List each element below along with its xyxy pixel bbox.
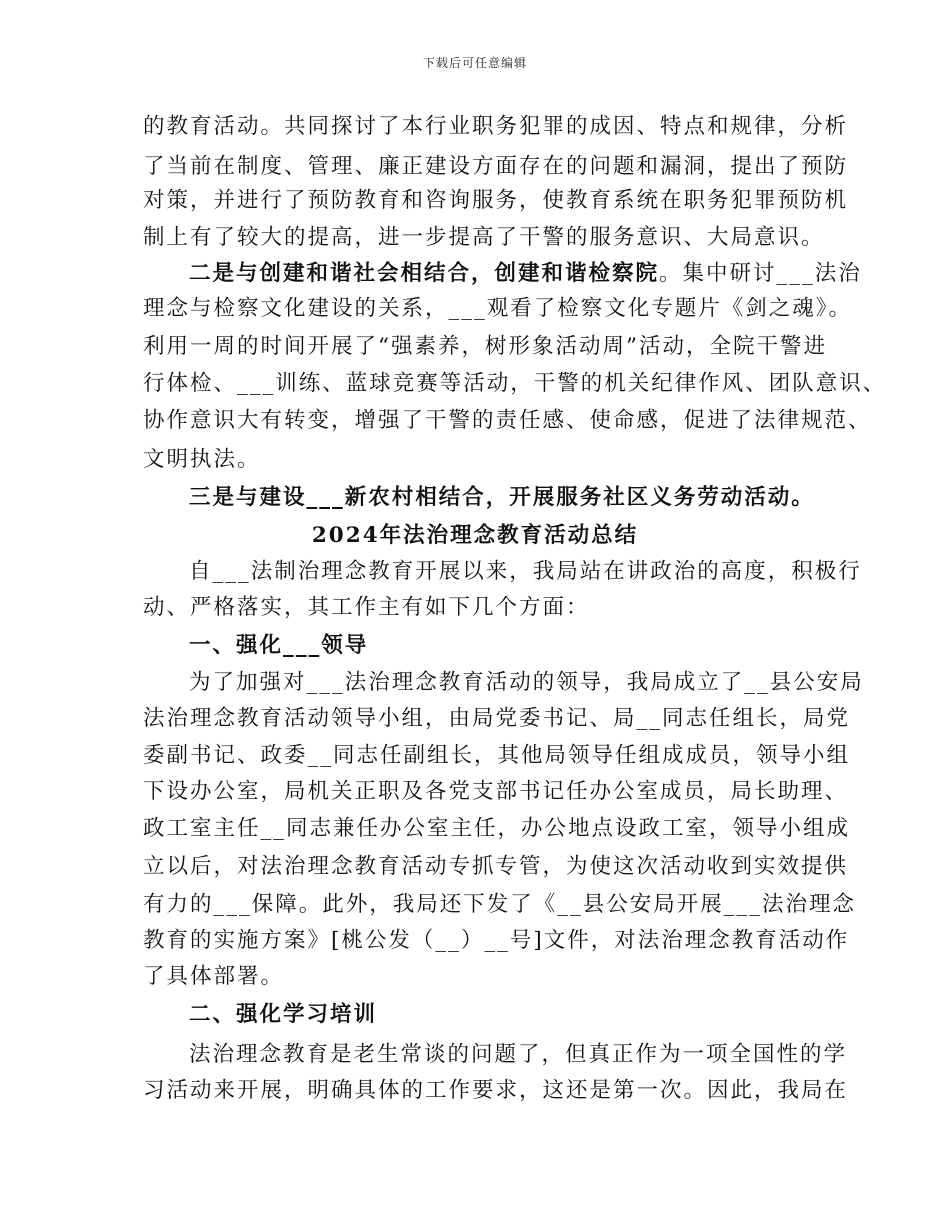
bold-lead: 二是与创建和谐社会相结合，创建和谐检察院 bbox=[189, 261, 660, 286]
paragraph-line: 协作意识大有转变，增强了干警的责任感、使命感，促进了法律规范、 bbox=[143, 408, 872, 433]
page-header: 下载后可任意编辑 bbox=[422, 56, 527, 70]
paragraph-line: 教育的实施方案》[桃公发（__）__号]文件，对法治理念教育活动作 bbox=[143, 928, 850, 953]
paragraph-line: 行体检、___训练、蓝球竞赛等活动，干警的机关纪律作风、团队意识、 bbox=[143, 371, 887, 396]
paragraph-line: 为了加强对___法治理念教育活动的领导，我局成立了__县公安局 bbox=[189, 670, 864, 695]
bold-paragraph: 三是与建设___新农村相结合，开展服务社区义务劳动活动。 bbox=[189, 485, 815, 510]
paragraph-line: 习活动来开展，明确具体的工作要求，这还是第一次。因此，我局在 bbox=[143, 1078, 849, 1103]
section-heading: 一、强化___领导 bbox=[189, 633, 369, 658]
paragraph-line: 了当前在制度、管理、廉正建设方面存在的问题和漏洞，提出了预防 bbox=[143, 154, 849, 179]
paragraph-line: 法治理念教育活动领导小组，由局党委书记、局__同志任组长，局党 bbox=[143, 706, 851, 731]
paragraph-line: 立以后，对法治理念教育活动专抓专管，为使这次活动收到实效提供 bbox=[143, 854, 849, 879]
paragraph-line: 的教育活动。共同探讨了本行业职务犯罪的成因、特点和规律，分析 bbox=[143, 114, 849, 139]
paragraph-text: 。集中研讨___法治 bbox=[659, 261, 862, 286]
paragraph-line: 制上有了较大的提高，进一步提高了干警的服务意识、大局意识。 bbox=[143, 225, 825, 250]
paragraph-line: 自___法制治理念教育开展以来，我局站在讲政治的高度，积极行 bbox=[189, 559, 862, 584]
paragraph-line bbox=[189, 259, 889, 289]
paragraph-line: 法治理念教育是老生常谈的问题了，但真正作为一项全国性的学 bbox=[189, 1042, 848, 1067]
paragraph-line: 政工室主任__同志兼任办公室主任，办公地点设政工室，领导小组成 bbox=[143, 816, 851, 841]
paragraph-line: 对策，并进行了预防教育和咨询服务，使教育系统在职务犯罪预防机 bbox=[143, 188, 849, 213]
paragraph-line: 文明执法。 bbox=[143, 447, 261, 472]
paragraph-line: 理念与检察文化建设的关系，___观看了检察文化专题片《剑之魂》。 bbox=[143, 296, 853, 321]
paragraph-line: 了具体部署。 bbox=[143, 964, 285, 989]
section-heading: 二、强化学习培训 bbox=[189, 1002, 378, 1027]
paragraph-line: 利用一周的时间开展了“强素养，树形象活动周”活动，全院干警进 bbox=[143, 334, 827, 359]
paragraph-line: 动、严格落实，其工作主有如下几个方面： bbox=[143, 595, 590, 620]
paragraph-line: 委副书记、政委__同志任副组长，其他局领导任组成成员，领导小组 bbox=[143, 743, 851, 768]
paragraph-line: 下设办公室，局机关正职及各党支部书记任办公室成员，局长助理、 bbox=[143, 779, 849, 804]
document-title: 2024年法治理念教育活动总结 bbox=[311, 523, 639, 548]
paragraph-line: 有力的___保障。此外，我局还下发了《__县公安局开展___法治理念 bbox=[143, 892, 857, 917]
